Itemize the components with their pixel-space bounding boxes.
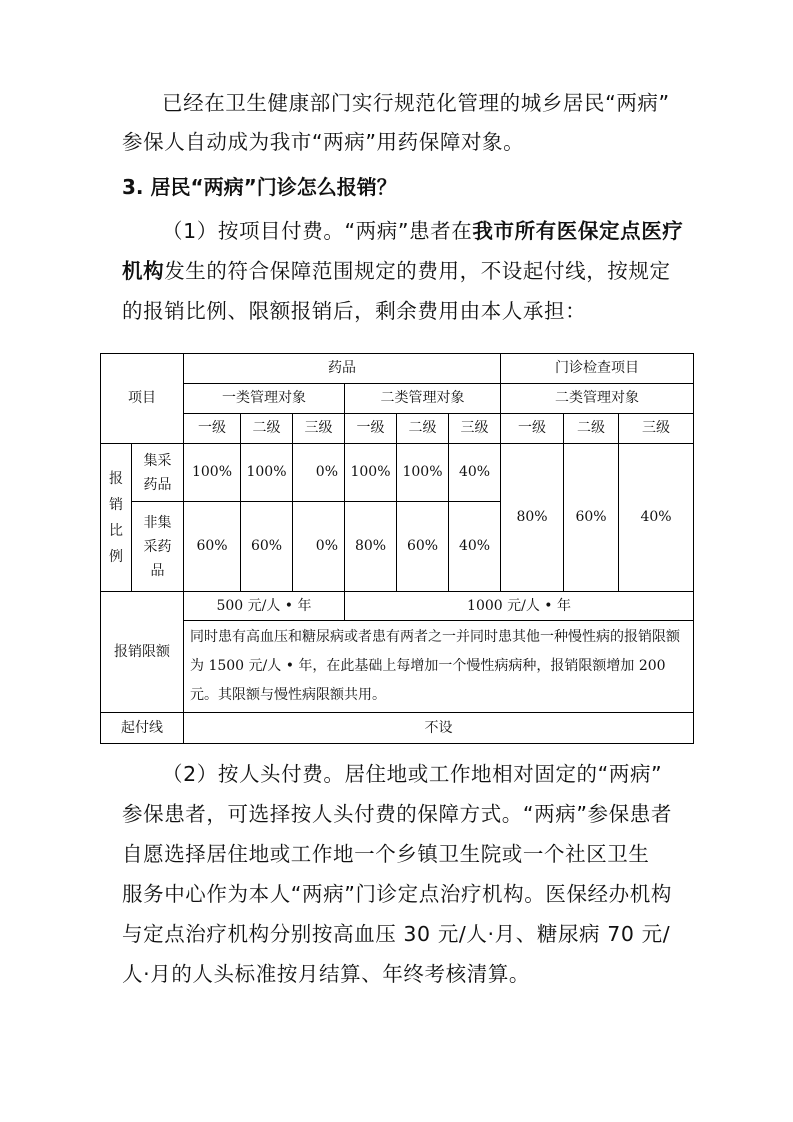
header-exam: 门诊检查项目 xyxy=(501,354,694,384)
limit-group-2: 1000 元/人 • 年 xyxy=(345,592,694,621)
table-cell: 100% xyxy=(184,444,241,502)
paragraph-3-line-5: 与定点治疗机构分别按高血压 30 元/人·月、糖尿病 70 元/ xyxy=(122,922,671,946)
paragraph-2-text-2: 发生的符合保障范围规定的费用，不设起付线，按规定 xyxy=(164,259,671,283)
row-label-non-centralized: 非集采药品 xyxy=(143,514,172,579)
ratio-label: 报销比例 xyxy=(109,470,123,565)
table-cell: 60% xyxy=(397,502,449,592)
header-drug-group-2: 二类管理对象 xyxy=(345,384,501,414)
paragraph-2-emphasis: 我市所有医保定点医疗 xyxy=(472,219,684,243)
level-header: 二级 xyxy=(564,414,619,444)
paragraph-3-line-1: （2）按人头付费。居住地或工作地相对固定的“两病” xyxy=(162,762,663,786)
paragraph-2-line-3: 的报销比例、限额报销后，剩余费用由本人承担： xyxy=(122,299,587,323)
level-header: 三级 xyxy=(293,414,345,444)
reimbursement-table xyxy=(100,353,694,744)
table-cell: 100% xyxy=(397,444,449,502)
row-label-cell xyxy=(132,444,184,502)
table-cell: 100% xyxy=(241,444,293,502)
level-header: 一级 xyxy=(184,414,241,444)
level-header: 二级 xyxy=(241,414,293,444)
paragraph-2-line-1 xyxy=(162,214,722,244)
table-cell: 80% xyxy=(345,502,397,592)
limit-group-1: 500 元/人 • 年 xyxy=(184,592,345,621)
paragraph-2-line-2 xyxy=(122,254,682,284)
deductible-value: 不设 xyxy=(184,713,694,744)
limit-label: 报销限额 xyxy=(101,592,184,713)
paragraph-3-line-6: 人·月的人头标准按月结算、年终考核清算。 xyxy=(122,962,531,986)
table-cell: 60% xyxy=(564,444,619,592)
level-header: 一级 xyxy=(501,414,564,444)
level-header: 二级 xyxy=(397,414,449,444)
header-exam-group: 二类管理对象 xyxy=(501,384,694,414)
section-heading-3: 3. 居民“两病”门诊怎么报销？ xyxy=(122,175,397,199)
table-cell: 60% xyxy=(184,502,241,592)
row-label-centralized: 集采药品 xyxy=(143,452,172,493)
table-cell: 100% xyxy=(345,444,397,502)
header-drug-group-1: 一类管理对象 xyxy=(184,384,345,414)
table-cell: 80% xyxy=(501,444,564,592)
table-cell: 0% xyxy=(293,502,345,592)
level-header: 一级 xyxy=(345,414,397,444)
ratio-label-cell xyxy=(101,444,132,592)
limit-note: 同时患有高血压和糖尿病或者患有两者之一并同时患其他一种慢性病的报销限额为 1500 元/人 • 年，在此基础上每增加一个慢性病病种，报销限额增加 200 元。其限额与慢性病限额共用。 xyxy=(184,621,694,713)
paragraph-3-line-4: 服务中心作为本人“两病”门诊定点治疗机构。医保经办机构 xyxy=(122,882,672,906)
row-label-cell xyxy=(132,502,184,592)
level-header: 三级 xyxy=(619,414,694,444)
paragraph-1-line-1: 已经在卫生健康部门实行规范化管理的城乡居民“两病” xyxy=(162,91,670,115)
paragraph-2-emphasis-2: 机构 xyxy=(122,259,165,283)
table-cell: 60% xyxy=(241,502,293,592)
table-cell: 40% xyxy=(449,502,501,592)
level-header: 三级 xyxy=(449,414,501,444)
table-cell: 40% xyxy=(449,444,501,502)
paragraph-1-line-2: 参保人自动成为我市“两病”用药保障对象。 xyxy=(122,130,525,154)
deductible-label: 起付线 xyxy=(101,713,184,744)
paragraph-3-line-2: 参保患者，可选择按人头付费的保障方式。“两病”参保患者 xyxy=(122,802,672,826)
header-item: 项目 xyxy=(101,354,184,444)
table-cell: 0% xyxy=(293,444,345,502)
table-cell: 40% xyxy=(619,444,694,592)
paragraph-2-text: （1）按项目付费。“两病”患者在 xyxy=(162,219,473,243)
paragraph-3-line-3: 自愿选择居住地或工作地一个乡镇卫生院或一个社区卫生 xyxy=(122,842,650,866)
header-drugs: 药品 xyxy=(184,354,501,384)
